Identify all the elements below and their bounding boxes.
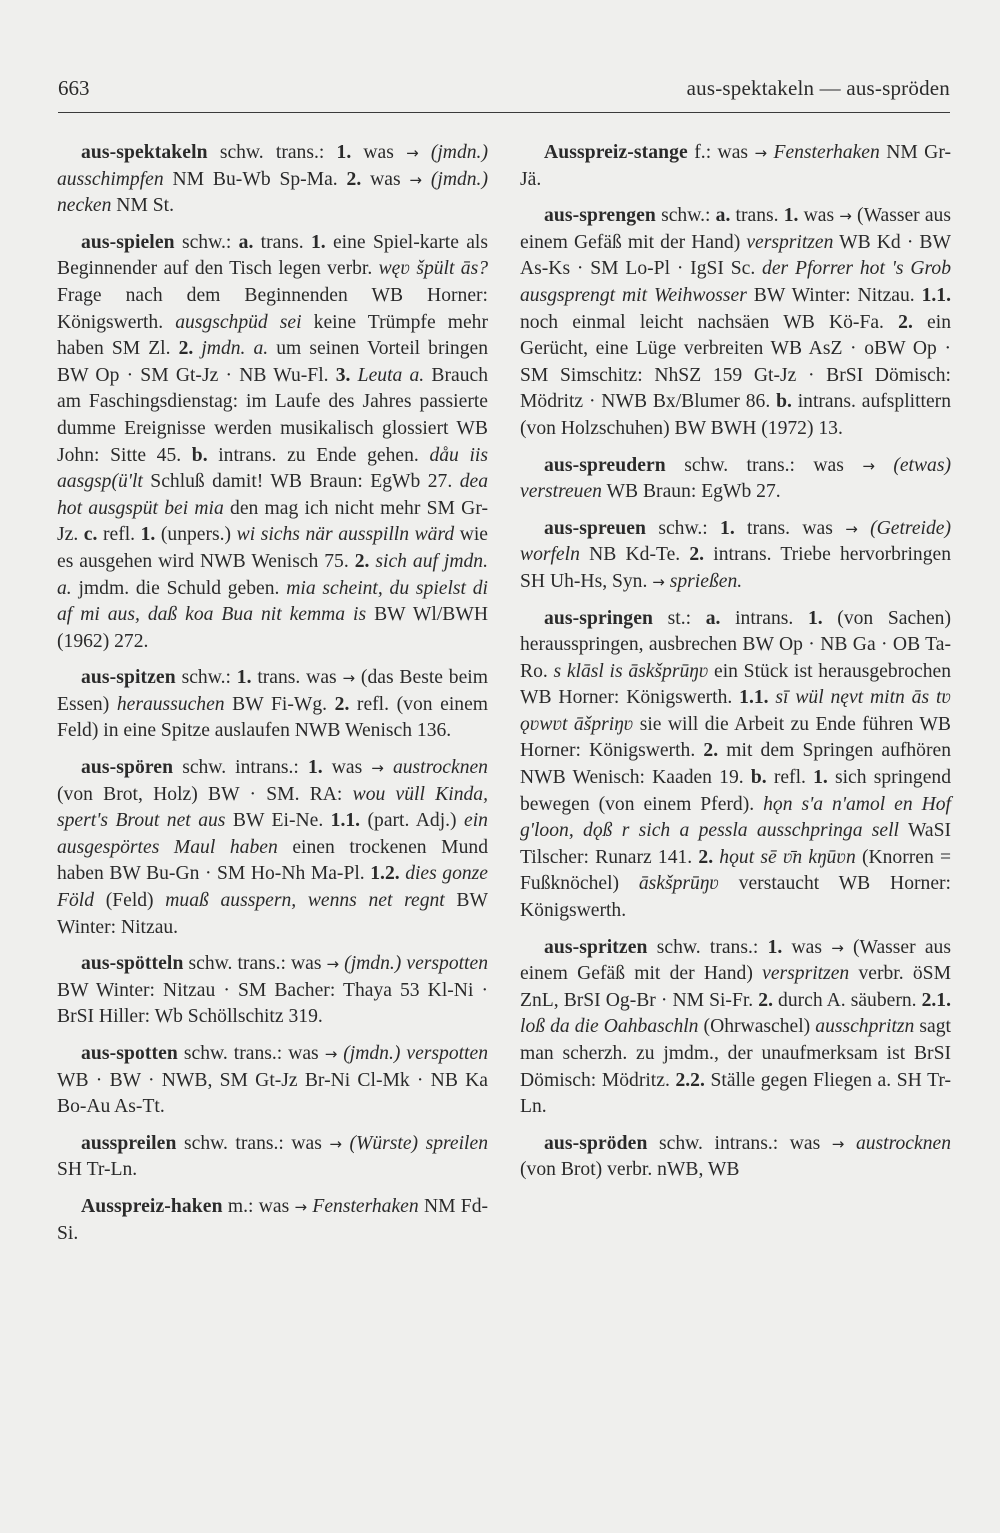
sense-number: 1.	[236, 667, 252, 689]
example-text: sī wül nęvt mitn ās tʋ ǫʋwʋt āšpriŋʋ	[520, 687, 951, 735]
cross-reference-arrow-icon: →	[324, 1045, 338, 1063]
entry-headword: ausspreilen	[81, 1132, 177, 1154]
dictionary-entry	[520, 516, 951, 596]
sense-number: 1.	[336, 142, 352, 163]
example-text: hǫn s'a n'amol en Hof g'loon, dǫß r sich a pessla ausschpringa sell	[520, 793, 951, 842]
example-text: austrocknen	[844, 1132, 951, 1154]
example-text: (etwas) verstreuen	[520, 454, 951, 503]
definition-text: refl.	[97, 524, 141, 546]
sense-number: 2.	[758, 989, 773, 1011]
dictionary-entry	[57, 755, 488, 941]
definition-text: sich springend bewegen (von einem Pferd).	[520, 767, 951, 815]
dictionary-entry	[57, 1041, 488, 1121]
definition-text: noch einmal leicht nachsäen WB Kö-Fa.	[520, 311, 899, 333]
definition-text: schw.:	[175, 667, 237, 689]
sense-number: 2.	[354, 550, 370, 572]
entry-headword: aus-spröden	[544, 1132, 648, 1154]
cross-reference-arrow-icon: →	[754, 144, 768, 162]
definition-text: BW Winter: Nitzau · SM Bacher: Thaya 53 Kl-Ni · BrSI Hiller: Wb Schöllschitz 319.	[57, 979, 488, 1028]
definition-text: intrans.	[720, 607, 808, 629]
dictionary-entry	[57, 665, 488, 745]
definition-text: durch A. säubern.	[772, 989, 922, 1011]
example-text: dåu iis aasgsp(ü'lt	[57, 444, 488, 493]
example-text: (Würste) spreilen	[341, 1132, 488, 1154]
definition-text: verbr. öSM ZnL, BrSI Og-Br · NM Si-Fr.	[520, 963, 952, 1011]
entry-headword: aus-spreudern	[544, 454, 666, 476]
dictionary-entry	[520, 935, 951, 1121]
definition-text: schw. trans.: was	[177, 1043, 325, 1064]
example-text: (jmdn.) ausschimpfen	[57, 142, 488, 190]
definition-text: NB Kd-Te.	[579, 544, 690, 566]
cross-reference-arrow-icon: →	[831, 1134, 845, 1153]
definition-text: um seinen Vorteil bringen BW Op · SM Gt-Jz · NB Wu-Fl.	[57, 338, 488, 386]
definition-text: (Ohrwaschel)	[698, 1016, 816, 1038]
definition-text: BW Fi-Wg.	[224, 693, 335, 715]
definition-text: schw. trans.:	[207, 142, 337, 163]
cross-reference-arrow-icon: →	[409, 170, 422, 189]
left-column	[57, 140, 488, 1257]
cross-reference-arrow-icon: →	[326, 955, 340, 974]
definition-text: (Feld)	[94, 890, 166, 912]
definition-text: trans.	[253, 231, 311, 253]
example-text: dies gonze Föld	[57, 863, 488, 912]
definition-text	[350, 365, 357, 386]
definition-text: schw. trans.: was	[176, 1132, 330, 1154]
definition-text: (von Brot, Holz) BW · SM. RA:	[57, 783, 353, 805]
definition-text: schw.:	[655, 205, 716, 227]
sense-number: b.	[750, 767, 767, 789]
sense-number: 1.2.	[370, 863, 400, 885]
definition-text: was	[798, 205, 840, 227]
definition-text: (Knorren = Fußknöchel)	[520, 846, 951, 895]
example-text: muaß ausspern, wenns net regnt	[165, 890, 445, 912]
sense-number: 2.	[703, 740, 719, 762]
definition-text: schw. trans.: was	[665, 454, 863, 476]
definition-text: (Wasser aus einem Gefäß mit der Hand)	[520, 205, 951, 253]
dictionary-entry	[57, 951, 488, 1031]
sense-number: b.	[776, 391, 792, 413]
definition-text: (das Beste beim Essen)	[57, 667, 488, 715]
definition-text: NM Fd-Si.	[57, 1195, 489, 1244]
entry-headword: aus-spreuen	[544, 517, 646, 539]
definition-text: (von Sachen) herausspringen, ausbrechen BW Op · NB Ga · OB Ta-Ro.	[520, 607, 951, 682]
right-column	[520, 140, 951, 1194]
cross-reference-arrow-icon: →	[329, 1134, 342, 1153]
definition-text: refl. (von einem Feld) in eine Spitze auslaufen NWB Wenisch 136.	[57, 693, 489, 742]
dictionary-entry	[57, 140, 488, 220]
definition-text: f.: was	[687, 142, 755, 163]
definition-text: sie will die Arbeit zu Ende führen WB Horner: Königswerth.	[520, 713, 951, 762]
dictionary-entry	[520, 453, 951, 506]
definition-text: BW Wl/BWH (1962) 272.	[57, 604, 488, 652]
sense-number: 1.	[310, 231, 326, 253]
example-text: (jmdn.) necken	[57, 168, 488, 217]
sense-number: 1.1.	[330, 810, 361, 832]
page-header	[58, 76, 950, 113]
definition-text: WB Braun: EgWb 27.	[601, 481, 781, 503]
definition-text: schw. trans.: was	[183, 953, 327, 975]
example-text: verspritzen	[746, 231, 834, 253]
entry-headword: aus-spitzen	[81, 667, 176, 689]
cross-reference-arrow-icon: →	[371, 759, 384, 778]
definition-text: ein Stück ist herausgebrochen WB Horner: Königswerth.	[520, 660, 951, 709]
definition-text: eine Spiel-karte als Beginnender auf den Tisch legen verbr.	[57, 231, 488, 280]
dictionary-entry	[520, 140, 951, 193]
definition-text: WB · BW · NWB, SM Gt-Jz Br-Ni Cl-Mk · NB Ka Bo-Au As-Tt.	[57, 1069, 488, 1118]
definition-text: schw.:	[646, 517, 721, 539]
definition-text: BW Winter: Nitzau.	[57, 890, 488, 938]
sense-number: 2.	[334, 693, 350, 715]
cross-reference-arrow-icon: →	[862, 456, 875, 475]
definition-text: Frage nach dem Beginnenden WB Horner: Königswerth.	[57, 284, 488, 333]
definition-text: (part. Adj.)	[360, 810, 465, 832]
definition-text: ein Gerücht, eine Lüge verbreiten WB AsZ · oBW Op · SM Simschitz: NhSZ 159 Gt-Jz · BrSI Dömisch: Mödritz · NWB Bx/Blumer 86.	[520, 311, 951, 413]
entry-headword: aus-springen	[544, 607, 653, 629]
definition-text: was	[782, 936, 832, 958]
definition-text: schw. trans.:	[647, 936, 768, 958]
sense-number: c.	[83, 524, 98, 546]
sense-number: 2.	[346, 168, 362, 190]
definition-text: wie es ausgehen wird NWB Wenisch 75.	[57, 524, 488, 572]
example-text: ausschpritzn	[815, 1016, 915, 1038]
definition-text: schw.:	[174, 231, 239, 253]
definition-text: einen trockenen Mund haben BW Bu-Gn · SM Ho-Nh Ma-Pl.	[57, 836, 488, 885]
definition-text: jmdm. die Schuld geben.	[71, 577, 287, 599]
definition-text: sagt man scherzh. zu jmdm., der unaufmerksam ist BrSI Dömisch: Mödritz.	[520, 1016, 951, 1091]
definition-text: schw. intrans.: was	[647, 1132, 832, 1154]
sense-number: 3.	[335, 364, 351, 386]
sense-number: a.	[705, 607, 721, 629]
entry-headword: aus-spötteln	[81, 953, 184, 975]
example-text: (jmdn.) verspotten	[339, 953, 488, 975]
dictionary-entry	[520, 1131, 951, 1184]
definition-text: WB Kd · BW As-Ks · SM Lo-Pl · IgSI Sc.	[520, 231, 951, 280]
sense-number: 2.2.	[675, 1069, 705, 1091]
example-text: Leuta a.	[357, 364, 425, 386]
entry-headword: aus-spektakeln	[81, 142, 208, 163]
example-text: węʋ špült ās?	[378, 258, 488, 280]
page-number: 663	[58, 76, 90, 100]
example-text: wi sichs när ausspilln wärd	[236, 524, 455, 546]
sense-number: 2.	[178, 338, 194, 360]
cross-reference-arrow-icon: →	[652, 572, 665, 591]
sense-number: b.	[191, 444, 208, 466]
definition-text: NM Bu-Wb Sp-Ma.	[163, 168, 347, 190]
cross-reference-arrow-icon: →	[342, 669, 356, 688]
example-text: (Getreide) worfeln	[520, 517, 951, 566]
definition-text: m.: was	[222, 1195, 295, 1217]
sense-number: a.	[715, 205, 731, 227]
dictionary-entry	[57, 230, 488, 656]
cross-reference-arrow-icon: →	[831, 938, 844, 957]
definition-text: WaSI Tilscher: Runarz 141.	[520, 820, 952, 868]
example-text: ausgschpüd sei	[175, 311, 302, 333]
definition-text: (unpers.)	[155, 524, 237, 546]
sense-number: 2.	[689, 544, 705, 566]
sense-number: 2.	[898, 311, 913, 333]
example-text: Fensterhaken	[307, 1195, 419, 1217]
definition-text: trans. was	[251, 667, 343, 689]
running-title: aus-spektakeln — aus-spröden	[686, 76, 950, 100]
example-text: (jmdn.) verspotten	[337, 1043, 488, 1064]
sense-number: 1.	[783, 205, 799, 227]
entry-headword: aus-spritzen	[544, 936, 648, 958]
definition-text: trans.	[730, 205, 784, 227]
cross-reference-arrow-icon: →	[845, 519, 858, 538]
example-text: austrocknen	[383, 757, 488, 779]
example-text: der Pforrer hot 's Grob ausgsprengt mit Weihwosser	[520, 258, 951, 306]
example-text: mia scheint, du spielst di af mi aus, daß koa Bua nit kemma is	[57, 577, 488, 626]
entry-headword: aus-spotten	[81, 1043, 178, 1064]
definition-text: verstaucht WB Horner: Königswerth.	[520, 873, 951, 922]
example-text: jmdn. a.	[201, 338, 269, 360]
sense-number: 1.	[720, 517, 735, 539]
cross-reference-arrow-icon: →	[406, 144, 419, 162]
definition-text: NM St.	[111, 195, 174, 217]
example-text: verspritzen	[762, 963, 850, 985]
sense-number: 1.	[767, 936, 783, 958]
entry-headword: Ausspreiz-haken	[81, 1195, 223, 1217]
example-text: hǫut sē ʋ̄n kŋūʋn	[719, 846, 856, 868]
sense-number: 1.	[140, 524, 156, 546]
definition-text: was	[351, 142, 407, 163]
definition-text: keine Trümpfe mehr haben SM Zl.	[57, 311, 488, 360]
definition-text: den mag ich nicht mehr SM Gr-Jz.	[57, 497, 488, 546]
definition-text: trans. was	[734, 517, 846, 539]
definition-text: BW Ei-Ne.	[225, 810, 331, 832]
entry-headword: aus-spielen	[81, 231, 175, 253]
sense-number: 2.1.	[921, 989, 951, 1011]
definition-text: st.:	[653, 607, 706, 629]
sense-number: 2.	[698, 846, 714, 868]
example-text: s klāsl is āskšprūŋʋ	[553, 660, 709, 682]
dictionary-entry	[520, 203, 951, 442]
definition-text: (Wasser aus einem Gefäß mit der Hand)	[520, 936, 951, 985]
example-text: wou vüll Kinda, spert's Brout net aus	[57, 783, 488, 832]
sense-number: 1.1.	[739, 687, 769, 709]
definition-text: refl.	[766, 767, 814, 789]
sense-number: 1.1.	[921, 284, 951, 306]
dictionary-entry	[57, 1131, 488, 1184]
dictionary-entry	[520, 606, 951, 925]
definition-text: mit dem Springen aufhören NWB Wenisch: Kaaden 19.	[520, 740, 951, 789]
sense-number: 1.	[813, 767, 828, 789]
definition-text: Brauch am Faschingsdienstag: im Laufe des Jahres passierte dumme Ereignisse werden musikalisch glossiert WB John: Sitte 45.	[57, 364, 489, 466]
definition-text: SH Tr-Ln.	[57, 1159, 138, 1181]
definition-text: (von Brot) verbr. nWB, WB	[520, 1159, 740, 1181]
cross-reference-arrow-icon: →	[839, 207, 852, 226]
example-text: sich auf jmdn. a.	[57, 550, 488, 599]
example-text: sprießen.	[664, 570, 743, 592]
definition-text: was	[361, 168, 410, 190]
cross-reference-arrow-icon: →	[294, 1197, 308, 1216]
sense-number: a.	[238, 231, 254, 253]
entry-headword: aus-spören	[81, 757, 174, 779]
definition-text: intrans. zu Ende gehen.	[207, 444, 430, 466]
example-text: ein ausgespörtes Maul haben	[57, 810, 488, 858]
definition-text: schw. intrans.:	[173, 757, 308, 779]
example-text: Fensterhaken	[767, 142, 880, 163]
definition-text: was	[322, 757, 372, 779]
entry-headword: Ausspreiz-stange	[544, 142, 688, 163]
definition-text: Ställe gegen Fliegen a. SH Tr-Ln.	[520, 1069, 951, 1118]
entry-headword: aus-sprengen	[544, 205, 656, 227]
definition-text: intrans. Triebe hervorbringen SH Uh-Hs, Syn.	[520, 544, 951, 592]
definition-text: NM Gr-Jä.	[520, 142, 951, 190]
example-text: āskšprūŋʋ	[638, 873, 719, 895]
sense-number: 1.	[807, 607, 823, 629]
example-text: dea hot ausgspüt bei mia	[57, 471, 488, 519]
example-text: loß da die Oahbaschln	[520, 1016, 699, 1038]
definition-text: Schluß damit! WB Braun: EgWb 27.	[142, 471, 460, 493]
definition-text: BW Winter: Nitzau.	[746, 284, 922, 306]
dictionary-entry	[57, 1194, 488, 1247]
sense-number: 1.	[307, 757, 323, 779]
example-text: heraussuchen	[116, 693, 225, 715]
definition-text: intrans. aufsplittern (von Holzschuhen) BW BWH (1972) 13.	[520, 391, 951, 439]
